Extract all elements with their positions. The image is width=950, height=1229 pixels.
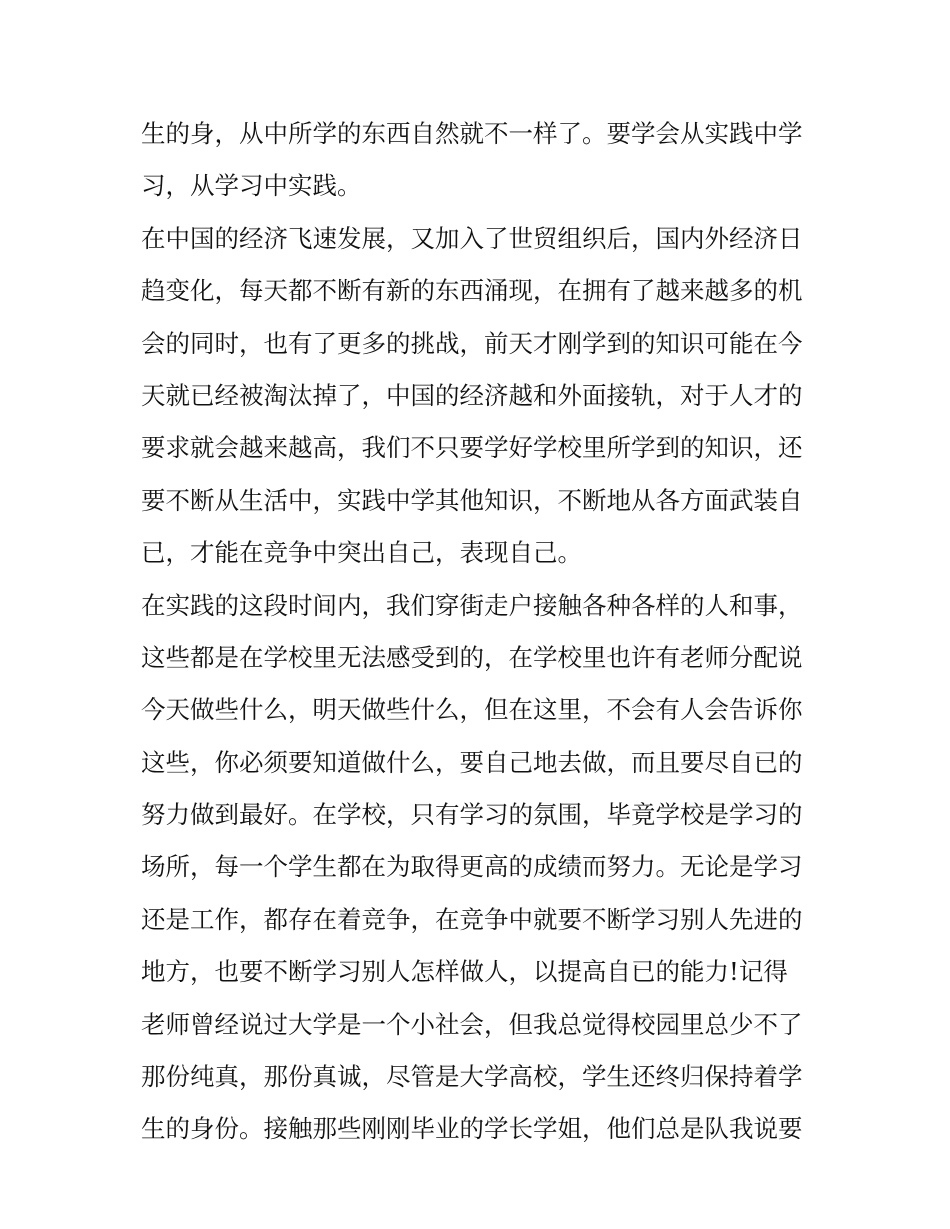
body-text <box>141 108 821 1156</box>
text-line: 在实践的这段时间内，我们穿街走户接触各种各样的人和事， <box>141 590 803 620</box>
text-line: 这些，你必须要知道做什么，要自己地去做，而且要尽自已的 <box>141 747 803 777</box>
text-line: 天就已经被淘汰掉了，中国的经济越和外面接轨，对于人才的 <box>141 380 803 410</box>
text-line: 这些都是在学校里无法感受到的，在学校里也许有老师分配说 <box>141 642 803 672</box>
text-line: 地方，也要不断学习别人怎样做人，以提高自已的能力!记得 <box>141 957 788 987</box>
text-line: 那份纯真，那份真诚，尽管是大学高校，学生还终归保持着学 <box>141 1062 803 1092</box>
text-line: 要不断从生活中，实践中学其他知识，不断地从各方面武装自 <box>141 485 803 515</box>
text-line: 要求就会越来越高，我们不只要学好学校里所学到的知识，还 <box>141 433 803 463</box>
text-line: 趋变化，每天都不断有新的东西涌现，在拥有了越来越多的机 <box>141 276 803 306</box>
text-line: 努力做到最好。在学校，只有学习的氛围，毕竟学校是学习的 <box>141 800 803 830</box>
text-line: 在中国的经济飞速发展，又加入了世贸组织后，国内外经济日 <box>141 223 803 253</box>
text-line: 已，才能在竞争中突出自己，表现自己。 <box>141 538 582 568</box>
text-line: 今天做些什么，明天做些什么，但在这里，不会有人会告诉你 <box>141 695 803 725</box>
text-line: 还是工作，都存在着竞争，在竞争中就要不断学习别人先进的 <box>141 904 803 934</box>
text-line: 老师曾经说过大学是一个小社会，但我总觉得校园里总少不了 <box>141 1009 803 1039</box>
text-line: 生的身份。接触那些刚刚毕业的学长学姐，他们总是队我说要 <box>141 1114 803 1144</box>
text-line: 场所，每一个学生都在为取得更高的成绩而努力。无论是学习 <box>141 852 803 882</box>
text-line: 生的身，从中所学的东西自然就不一样了。要学会从实践中学 <box>141 119 803 148</box>
text-line: 习，从学习中实践。 <box>141 171 362 201</box>
text-line: 会的同时，也有了更多的挑战，前天才刚学到的知识可能在今 <box>141 328 803 358</box>
